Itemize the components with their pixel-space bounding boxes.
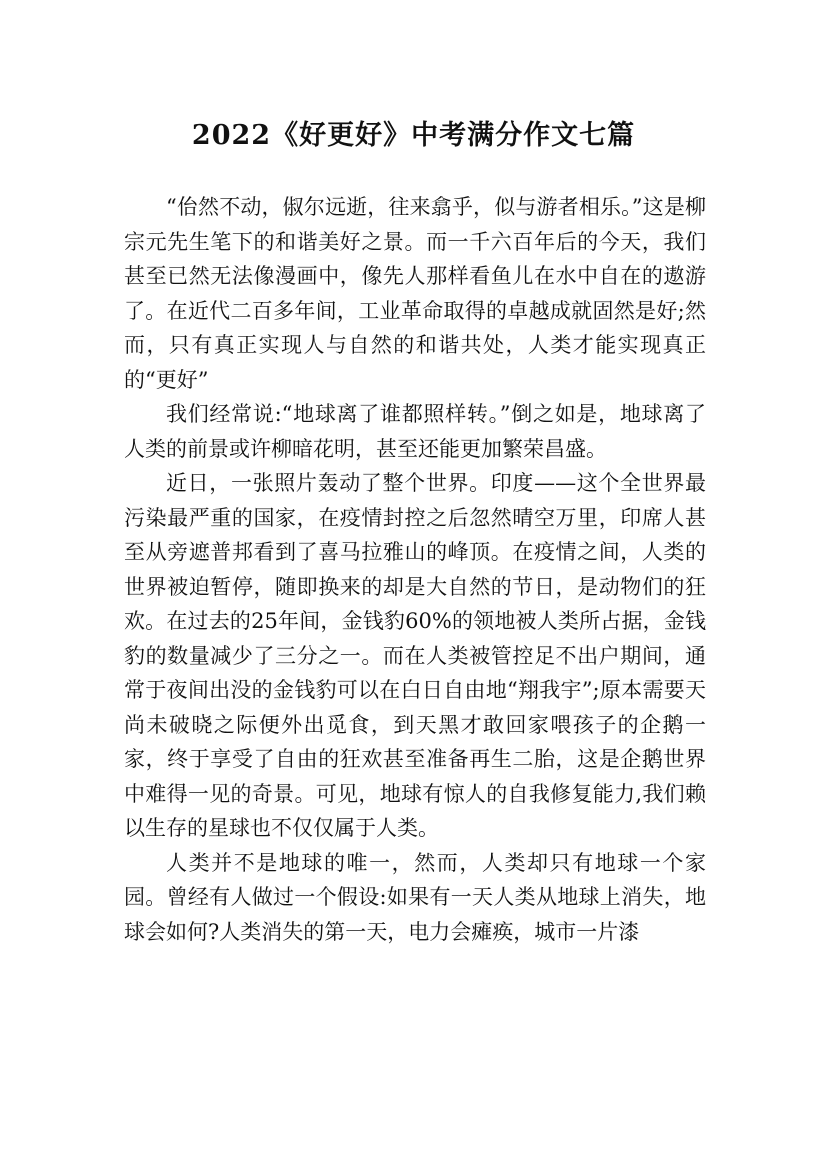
document-body bbox=[124, 190, 706, 949]
document-title: 2022《好更好》中考满分作文七篇 bbox=[191, 120, 636, 152]
paragraph: 我们经常说:“地球离了谁都照样转。”倒之如是，地球离了人类的前景或许柳暗花明，甚至还能更加繁荣昌盛。 bbox=[124, 402, 706, 461]
paragraph: 人类并不是地球的唯一，然而，人类却只有地球一个家园。曾经有人做过一个假设:如果有一天人类从地球上消失，地球会如何?人类消失的第一天，电力会瘫痪，城市一片漆 bbox=[124, 850, 706, 944]
paragraph: 近日，一张照片轰动了整个世界。印度——这个全世界最污染最严重的国家，在疫情封控之后忽然晴空万里，印席人甚至从旁遮普邦看到了喜马拉雅山的峰顶。在疫情之间，人类的世界被迫暂停，随即换来的却是大自然的节日，是动物们的狂欢。在过去的25年间，金钱豹60%的领地被人类所占据，金钱豹的数量减少了三分之一。而在人类被管控足不出户期间，通常于夜间出没的金钱豹可以在白日自由地“翔我宇”;原本需要天尚未破晓之际便外出觅食，到天黑才敢回家喂孩子的企鹅一家，终于享受了自由的狂欢甚至准备再生二胎，这是企鹅世界中难得一见的奇景。可见，地球有惊人的自我修复能力,我们赖以生存的星球也不仅仅属于人类。 bbox=[124, 471, 706, 840]
paragraph: “佁然不动，俶尔远逝，往来翕乎，似与游者相乐。”这是柳宗元先生笔下的和谐美好之景。而一千六百年后的今天，我们甚至已然无法像漫画中，像先人那样看鱼儿在水中自在的遨游了。在近代二百多年间，工业革命取得的卓越成就固然是好;然而，只有真正实现人与自然的和谐共处，人类才能实现真正的“更好” bbox=[124, 195, 706, 392]
